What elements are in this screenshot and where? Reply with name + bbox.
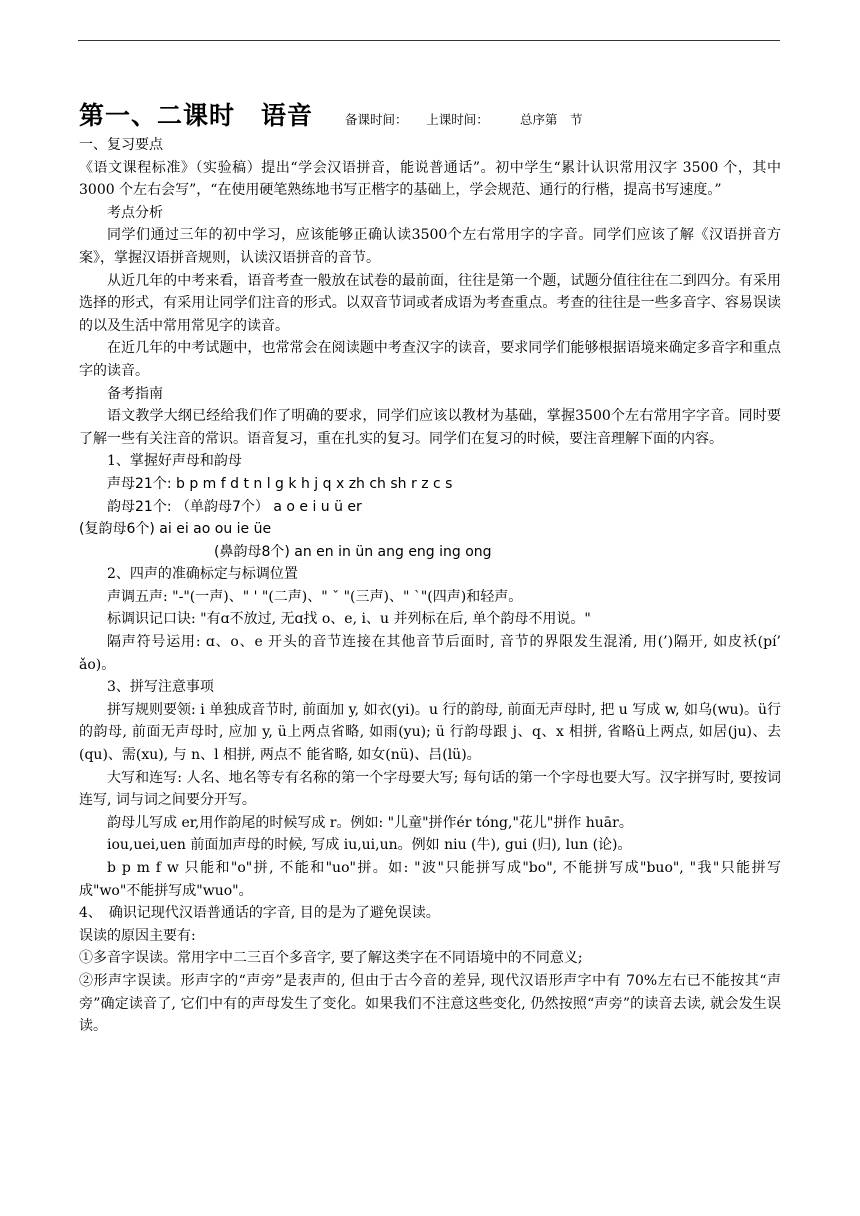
- syllable-separator: 隔声符号运用: ɑ、o、e 开头的音节连接在其他音节后面时, 音节的界限发生混淆, 用(’)隔开, 如皮袄(pí’ ǎo)。: [79, 634, 781, 673]
- tone-mark-rhyme: 标调识记口诀: "有ɑ不放过, 无ɑ找 o、e, i、u 并列标在后, 单个韵母不用说。": [107, 611, 591, 628]
- finals-nasal-list: (鼻韵母8个) an en in ün ang eng ing ong: [214, 543, 492, 560]
- misreading-polyphone: ①多音字误读。常用字中二三百个多音字, 要了解这类字在不同语境中的不同意义;: [79, 950, 583, 967]
- initials-list: 声母21个: b p m f d t n l g k h j q x zh ch sh r z c s: [107, 475, 453, 492]
- finals-simple-list: 韵母21个: （单韵母7个） a o e i u ü er: [107, 498, 362, 515]
- header-rule: [78, 40, 780, 41]
- paragraph-analysis-3: 在近几年的中考试题中，也常常会在阅读题中考查汉字的读音，要求同学们能够根据语境来确定多音字和重点字的读音。: [79, 340, 781, 379]
- paragraph-guide: 语文教学大纲已经给我们作了明确的要求，同学们应该以教材为基础，掌握3500个左右常用字字音。同时要了解一些有关注音的常识。语音复习，重在扎实的复习。同学们在复习的时候，要注音理解下面的内容。: [79, 408, 781, 447]
- section-heading-review: 一、复习要点: [79, 137, 163, 153]
- capitalization-rules: 大写和连写: 人名、地名等专有名称的第一个字母要大写; 每句话的第一个字母也要大写。汉字拼写时, 要按词连写, 词与词之间要分开写。: [79, 769, 781, 809]
- lesson-meta: 备课时间： 上课时间： 总序第 节: [345, 112, 583, 127]
- paragraph-analysis-2: 从近几年的中考来看，语音考查一般放在试卷的最前面，往往是第一个题，试题分值往往在二到四分。有采用选择的形式，有采用让同学们注音的形式。以双音节词或者成语为考查重点。考查的往往是一些多音字、容易误读的以及生活中常用常见字的读音。: [79, 272, 781, 334]
- paragraph-standard: 《语文课程标准》（实验稿）提出“学会汉语拼音，能说普通话”。初中学生“累计认识常用汉字 3500 个，其中 3000 个左右会写”，“在使用硬笔熟练地书写正楷字的基础上，学会规范、通行的行楷，提高书写速度。”: [79, 159, 781, 199]
- bpmfw-rule: b p m f w 只能和"o"拼, 不能和"uo"拼。如: "波"只能拼写成"bo", 不能拼写成"buo", "我"只能拼写成"wo"不能拼写成"wuo"。: [79, 860, 781, 899]
- document-page: [79, 96, 781, 1038]
- subheading-guide: 备考指南: [107, 385, 163, 402]
- heading-spelling: 3、拼写注意事项: [107, 679, 214, 696]
- er-final-rule: 韵母儿写成 er,用作韵尾的时候写成 r。例如: "儿童"拼作ér tóng,"花儿"拼作 huār。: [107, 814, 633, 831]
- iou-uei-uen-rule: iou,uei,uen 前面加声母的时候, 写成 iu,ui,un。例如 niu (牛), gui (归), lun (论)。: [107, 837, 632, 854]
- heading-initials-finals: 1、掌握好声母和韵母: [107, 453, 242, 470]
- spelling-rules: 拼写规则要领: i 单独成音节时, 前面加 y, 如衣(yi)。u 行的韵母, 前面无声母时, 把 u 写成 w, 如乌(wu)。ü行的韵母, 前面无声母时, 应加 y, ü上两点省略, 如雨(yu); ü 行韵母跟 j、q、x 相拼, 省略ü上两点, 如居(ju)、去(qu)、需(xu), 与 n、l 相拼, 两点不 能省略, 如女(nü)、吕(lü)。: [79, 701, 781, 764]
- misreading-phonetic: ②形声字误读。形声字的“声旁”是表声的, 但由于古今音的差异, 现代汉语形声字中有 70%左右已不能按其“声旁”确定读音了, 它们中有的声母发生了变化。如果我们不注意这些变化, 仍然按照“声旁”的读音去读, 就会发生误读。: [79, 972, 781, 1035]
- paragraph-analysis-1: 同学们通过三年的初中学习，应该能够正确认读3500个左右常用字的字音。同学们应该了解《汉语拼音方案》，掌握汉语拼音规则，认读汉语拼音的音节。: [79, 227, 781, 266]
- heading-misreading: 4、 确识记现代汉语普通话的字音, 目的是为了避免误读。: [79, 905, 440, 922]
- tones-five: 声调五声: "-"(一声)、" ' "(二声)、" ˇ "(三声)、" `"(四声)和轻声。: [107, 588, 523, 605]
- misreading-causes: 误读的原因主要有:: [79, 927, 196, 944]
- subheading-analysis: 考点分析: [107, 204, 163, 221]
- title-line: [79, 96, 781, 134]
- heading-tones: 2、四声的准确标定与标调位置: [107, 566, 298, 583]
- page-title: 第一、二课时 语音: [79, 101, 314, 130]
- finals-compound-list: (复韵母6个) ai ei ao ou ie üe: [79, 521, 272, 538]
